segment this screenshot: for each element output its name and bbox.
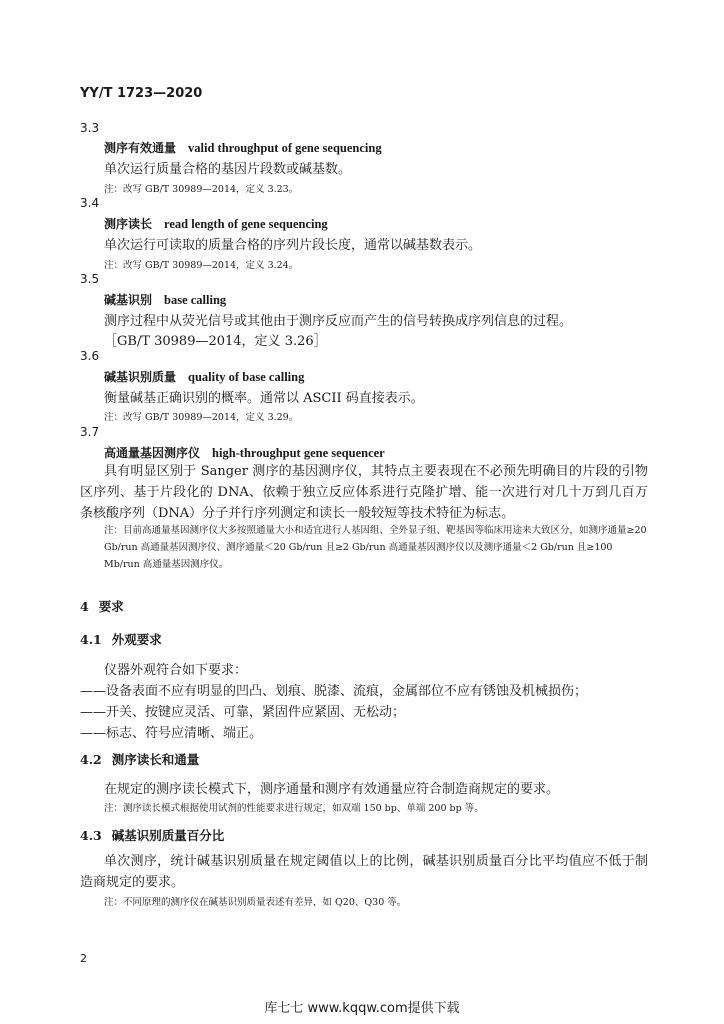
section-number: 4 (80, 599, 89, 614)
term-cn: 碱基识别质量 (104, 370, 177, 384)
clause-number: 3.4 (80, 196, 100, 210)
term-en: high-throughput gene sequencer (212, 446, 385, 460)
subsection-title: 碱基识别质量百分比 (111, 828, 225, 843)
page-number: 2 (80, 952, 87, 965)
term-en: valid throughput of gene sequencing (188, 141, 382, 155)
subsection-number: 4.1 (80, 632, 102, 647)
term-heading (104, 444, 385, 461)
term-cn: 碱基识别 (104, 293, 153, 307)
note: 注：测序读长模式根据使用试剂的性能要求进行规定，如双端 150 bp、单端 200 bp 等。 (104, 803, 484, 814)
clause-number: 3.7 (80, 425, 100, 439)
term-definition: 测序过程中从荧光信号或其他由于测序反应而产生的信号转换成序列信息的过程。 (104, 314, 573, 329)
list-item: ——设备表面不应有明显的凹凸、划痕、脱漆、流痕，金属部位不应有锈蚀及机械损伤； (80, 684, 588, 699)
term-en: quality of base calling (188, 370, 305, 384)
subsection-heading (80, 750, 199, 768)
term-definition: 单次运行可读取的质量合格的序列片段长度，通常以碱基数表示。 (104, 238, 482, 253)
term-note: 注：目前高通量基因测序仪大多按照通量大小和适宜进行人基因组、全外显子组、靶基因等临床用途来大致区分，如测序通量≥20 Gb/run 高通量基因测序仪、测序通量＜20 Gb/run 且≥2 Gb/run 高通量基因测序仪以及测序通量＜2 Gb/run 且≥100 Mb/run 高通量基因测序仪。 (104, 525, 647, 570)
subsection-heading (80, 630, 162, 648)
term-definition: 衡量碱基正确识别的概率。通常以 ASCII 码直接表示。 (104, 391, 424, 406)
term-note: 注：改写 GB/T 30989—2014，定义 3.24。 (104, 260, 299, 271)
download-footer: 库七七 www.kqqw.com提供下载 (264, 1001, 460, 1016)
clause-number: 3.6 (80, 349, 100, 363)
subsection-title: 外观要求 (111, 632, 162, 647)
subsection-heading (80, 826, 224, 844)
term-heading (104, 291, 226, 308)
term-heading (104, 368, 304, 385)
term-heading (104, 139, 382, 156)
clause-number: 3.5 (80, 272, 100, 286)
term-note: 注：改写 GB/T 30989—2014，定义 3.29。 (104, 412, 299, 423)
subsection-title: 测序读长和通量 (111, 752, 200, 767)
standard-code: YY/T 1723—2020 (80, 86, 203, 101)
term-note: 注：改写 GB/T 30989—2014，定义 3.23。 (104, 184, 299, 195)
section-title: 要求 (98, 599, 124, 614)
term-heading (104, 215, 328, 232)
subsection-number: 4.2 (80, 752, 102, 767)
section-heading (80, 597, 124, 615)
paragraph: 在规定的测序读长模式下，测序通量和测序有效通量应符合制造商规定的要求。 (104, 782, 560, 797)
term-definition: 单次运行质量合格的基因片段数或碱基数。 (104, 162, 352, 177)
term-source: ［GB/T 30989—2014，定义 3.26］ (104, 334, 327, 349)
term-cn: 测序读长 (104, 217, 153, 231)
paragraph: 单次测序，统计碱基识别质量在规定阈值以上的比例，碱基识别质量百分比平均值应不低于制造商规定的要求。 (80, 854, 648, 890)
term-en: base calling (164, 293, 227, 307)
clause-number: 3.3 (80, 121, 100, 135)
note: 注：不同原理的测序仪在碱基识别质量表述有差异，如 Q20、Q30 等。 (104, 897, 407, 908)
term-cn: 测序有效通量 (104, 141, 177, 155)
term-cn: 高通量基因测序仪 (104, 446, 201, 460)
list-item: ——开关、按键应灵活、可靠，紧固件应紧固、无松动； (80, 705, 406, 720)
subsection-number: 4.3 (80, 828, 102, 843)
term-definition: 具有明显区别于 Sanger 测序的基因测序仪，其特点主要表现在不必预先明确目的片段的引物区序列、基于片段化的 DNA、依赖于独立反应体系进行克隆扩增、能一次进行对几十万到几百万条核酸序列（DNA）分子并行序列测定和读长一般较短等技术特征为标志。 (80, 464, 648, 521)
paragraph: 仪器外观符合如下要求： (104, 663, 248, 678)
term-en: read length of gene sequencing (164, 217, 328, 231)
list-item: ——标志、符号应清晰、端正。 (80, 726, 263, 741)
